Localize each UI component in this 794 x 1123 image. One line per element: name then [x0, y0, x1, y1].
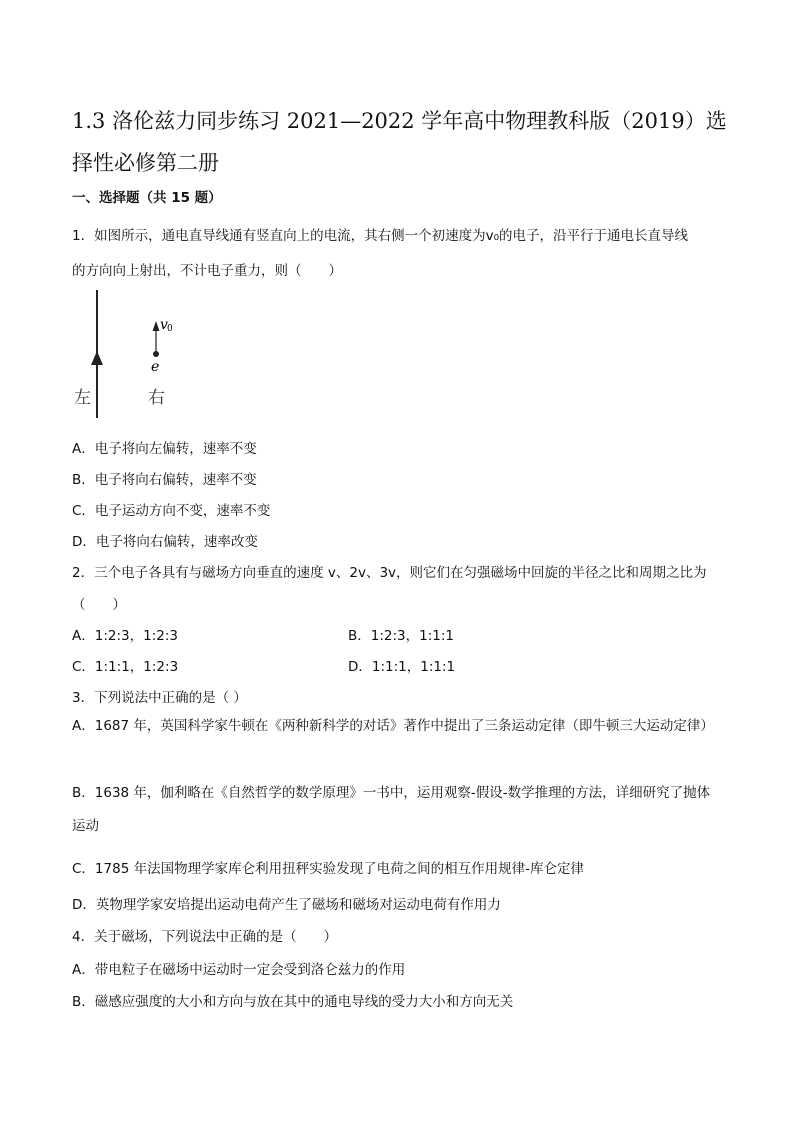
velocity-arrow-icon [153, 321, 160, 331]
right-label: 右 [148, 388, 165, 408]
q1-figure [60, 285, 200, 425]
q2-option-a: A．1:2:3，1:2:3 [72, 628, 178, 644]
q4-stem: 4．关于磁场，下列说法中正确的是（ ） [72, 929, 338, 945]
left-label: 左 [74, 388, 91, 408]
electron-dot [153, 351, 159, 357]
q3-option-b: B．1638 年，伽利略在《自然哲学的数学原理》一书中，运用观察-假设-数学推理的方法，详细研究了抛体运动 [72, 785, 711, 834]
q2-stem-line2: （ ） [72, 597, 126, 613]
electron-label: e [151, 359, 160, 375]
current-arrow-icon [91, 351, 103, 365]
velocity-subscript: 0 [167, 324, 173, 334]
q3-stem: 3．下列说法中正确的是（ ） [72, 690, 247, 706]
q3-option-d: D．英物理学家安培提出运动电荷产生了磁场和磁场对运动电荷有作用力 [72, 897, 501, 913]
q1-stem-line1: 1．如图所示，通电直导线通有竖直向上的电流，其右侧一个初速度为v₀的电子，沿平行于通电长直导线 [72, 228, 688, 244]
q1-option-a: A．电子将向左偏转，速率不变 [72, 441, 257, 457]
document-title: 1.3 洛伦兹力同步练习 2021—2022 学年高中物理教科版（2019）选择性必修第二册 [72, 109, 727, 175]
q3-option-c: C．1785 年法国物理学家库仑利用扭秤实验发现了电荷之间的相互作用规律-库仑定律 [72, 861, 584, 877]
q1-option-d: D．电子将向右偏转，速率改变 [72, 534, 258, 550]
q2-option-d: D．1:1:1，1:1:1 [348, 659, 456, 675]
q2-option-b: B．1:2:3，1:1:1 [348, 628, 454, 644]
q1-stem-line2: 的方向向上射出，不计电子重力，则（ ） [72, 263, 342, 279]
q1-option-b: B．电子将向右偏转，速率不变 [72, 472, 257, 488]
q3-option-a: A．1687 年，英国科学家牛顿在《两种新科学的对话》著作中提出了三条运动定律（即牛顿三大运动定律） [72, 718, 714, 734]
q4-option-a: A．带电粒子在磁场中运动时一定会受到洛仑兹力的作用 [72, 962, 406, 978]
section-heading: 一、选择题（共 15 题） [72, 190, 222, 206]
q4-option-b: B．磁感应强度的大小和方向与放在其中的通电导线的受力大小和方向无关 [72, 994, 514, 1010]
q2-stem-line1: 2．三个电子各具有与磁场方向垂直的速度 v、2v、3v，则它们在匀强磁场中回旋的半径之比和周期之比为 [72, 565, 707, 581]
q2-option-c: C．1:1:1，1:2:3 [72, 659, 179, 675]
velocity-label: v [160, 317, 168, 333]
q1-option-c: C．电子运动方向不变，速率不变 [72, 503, 271, 519]
